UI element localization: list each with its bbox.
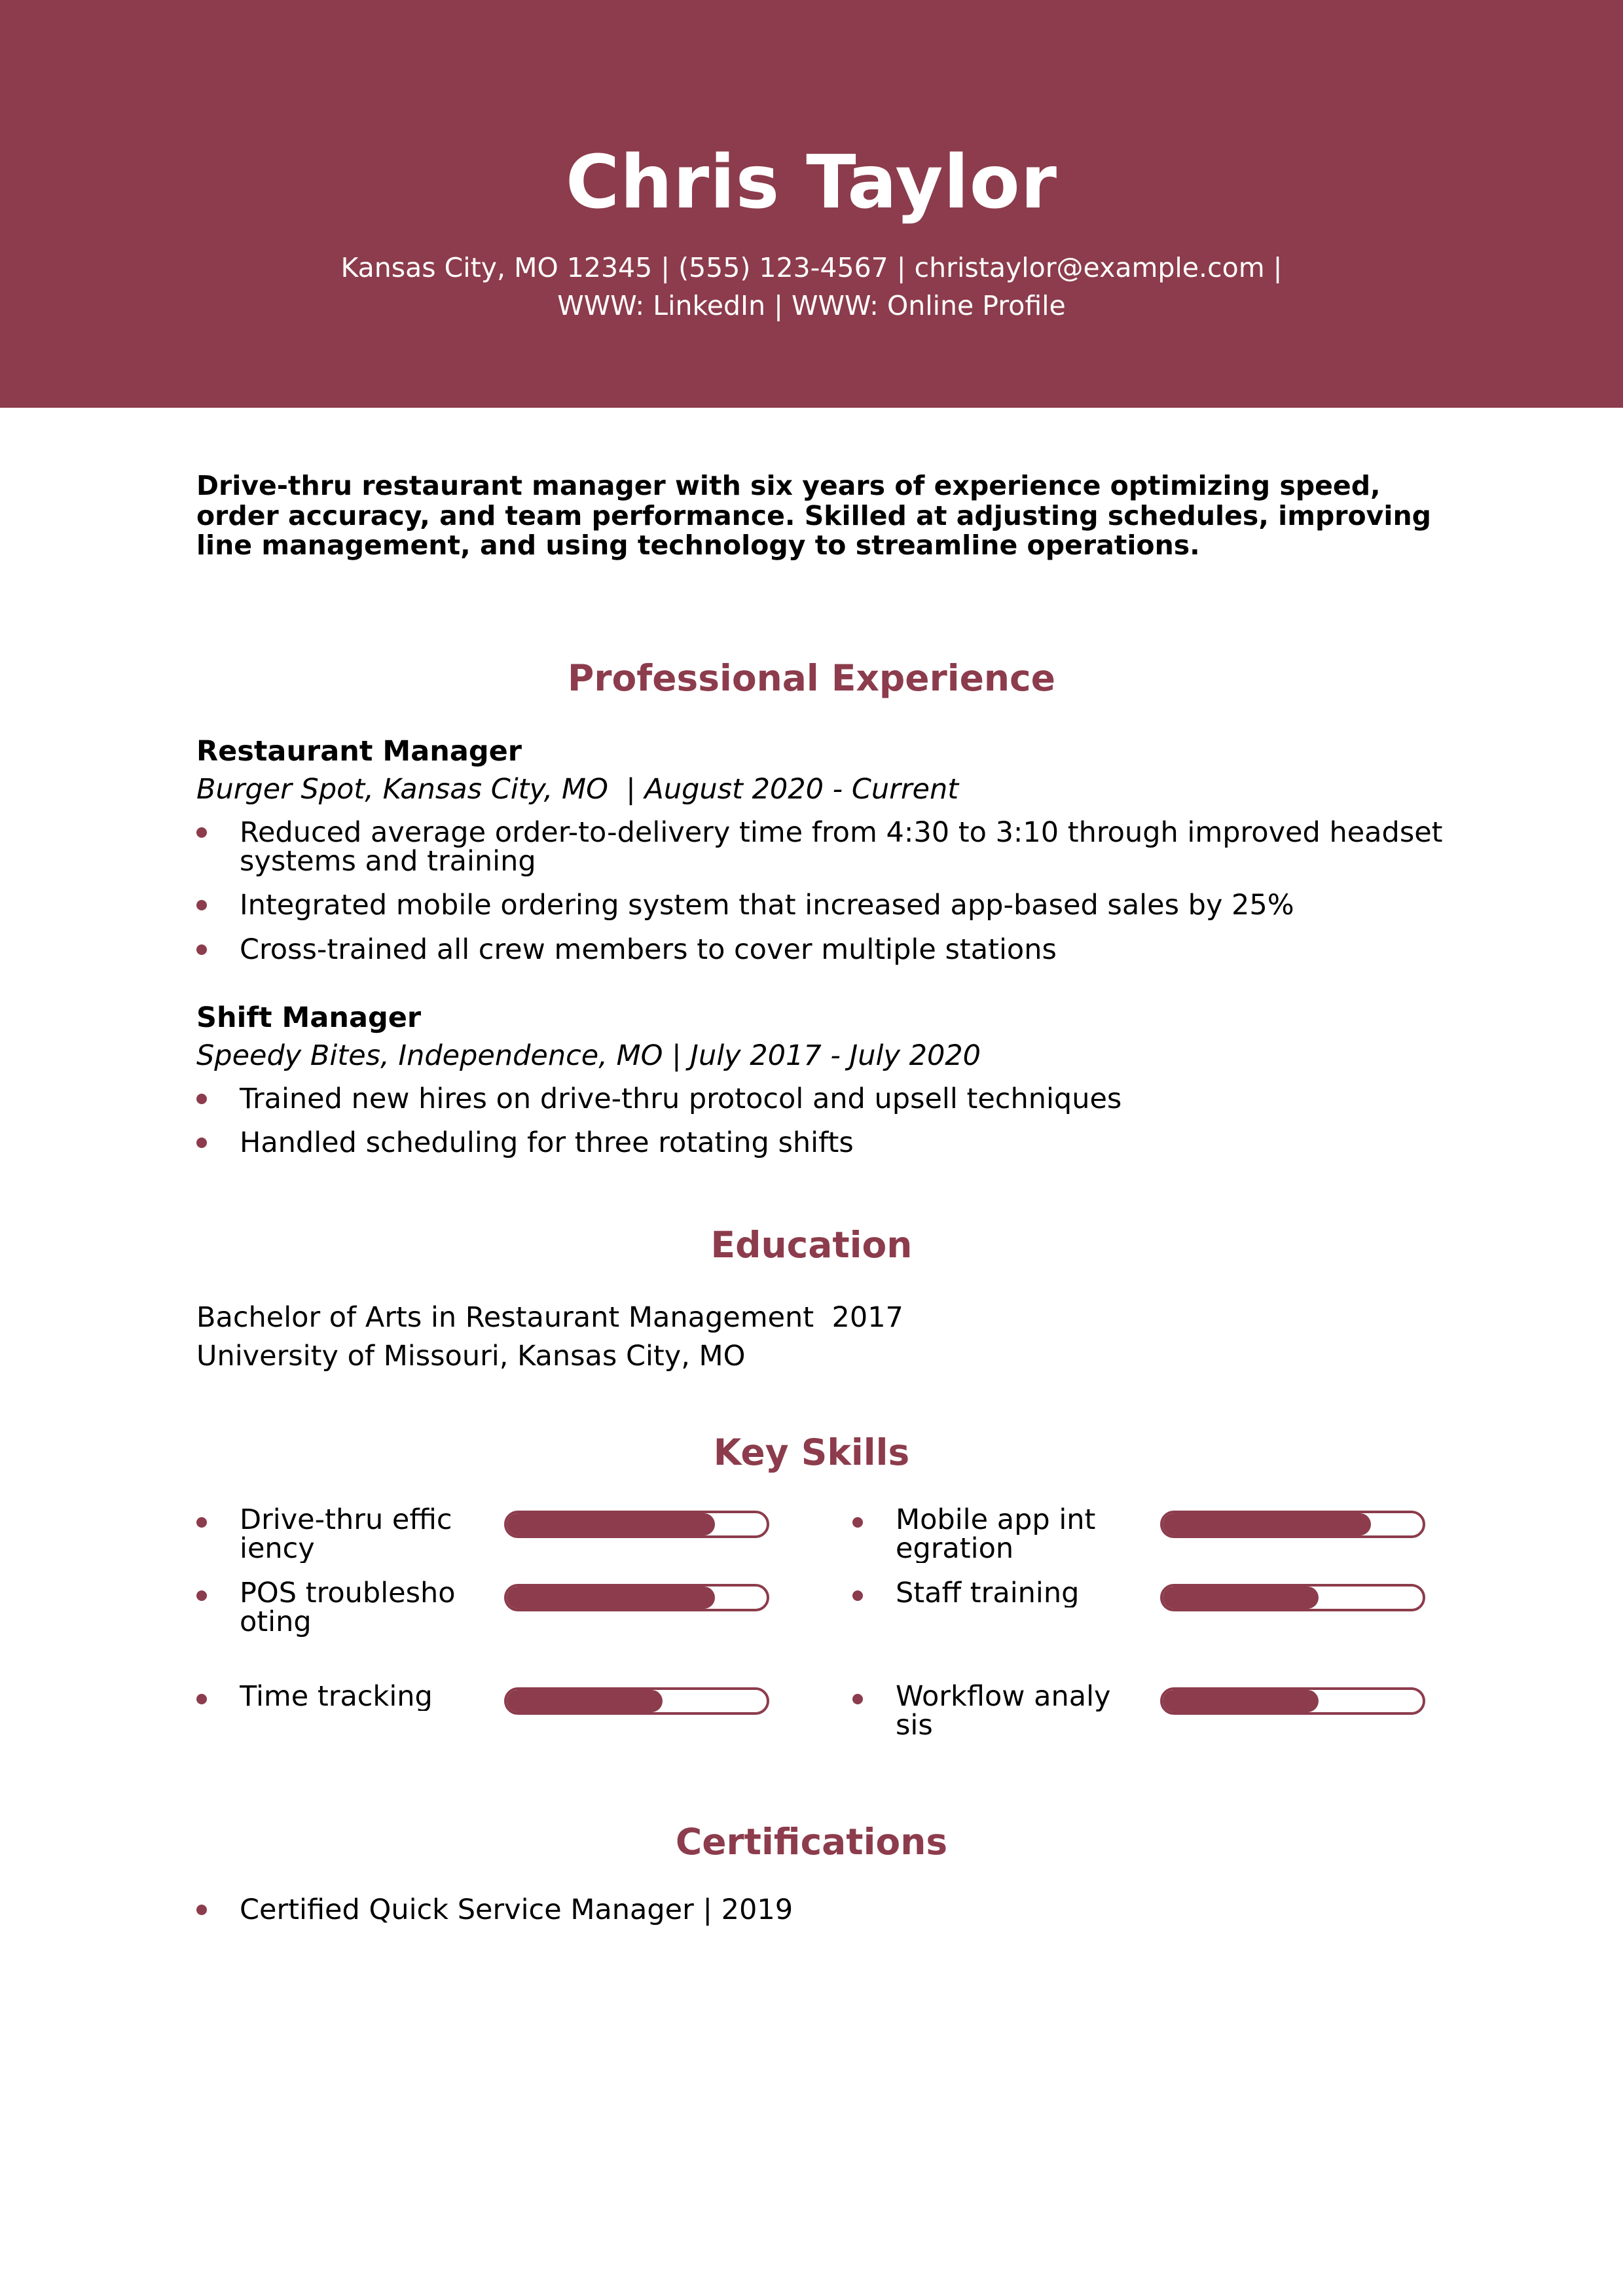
skill-label: Time tracking	[240, 1682, 433, 1711]
section-title-certifications: Certifications	[675, 1821, 948, 1863]
section-title-experience: Professional Experience	[568, 657, 1055, 699]
bullet-icon	[196, 944, 207, 955]
skill-label: Workflow analysis	[896, 1682, 1111, 1740]
skill-level-bar	[1160, 1687, 1425, 1715]
bullet-text: Handled scheduling for three rotating shifts	[240, 1126, 854, 1159]
job-company-dates: Burger Spot, Kansas City, MO | August 2020 - Current	[196, 773, 959, 806]
bullet-icon	[852, 1694, 863, 1704]
bullet-icon	[196, 827, 207, 838]
skill-level-fill	[507, 1690, 663, 1712]
bullet-text: Cross-trained all crew members to cover multiple stations	[240, 933, 1057, 966]
skill-level-bar	[504, 1584, 769, 1611]
skill-item	[852, 1579, 1442, 1676]
bullet-text: Reduced average order-to-delivery time from 4:30 to 3:10 through improved headset systems and training	[240, 816, 1443, 878]
bullet-icon	[196, 1590, 207, 1601]
job-company-dates: Speedy Bites, Independence, MO | July 2017 - July 2020	[196, 1039, 981, 1072]
candidate-name: Chris Taylor	[566, 140, 1057, 225]
header-banner	[0, 0, 1623, 408]
certification-text: Certified Quick Service Manager | 2019	[240, 1893, 793, 1926]
bullet-icon	[196, 1905, 207, 1915]
skill-level-fill	[507, 1587, 715, 1609]
job-title: Restaurant Manager	[196, 735, 522, 768]
skill-level-bar	[504, 1511, 769, 1538]
skill-level-fill	[507, 1513, 715, 1535]
contact-line-2: WWW: LinkedIn | WWW: Online Profile	[557, 290, 1066, 321]
skill-label: POS troubleshooting	[240, 1579, 456, 1638]
school-line: University of Missouri, Kansas City, MO	[196, 1340, 746, 1372]
job-title: Shift Manager	[196, 1001, 422, 1034]
degree-line: Bachelor of Arts in Restaurant Management 2017	[196, 1301, 903, 1334]
section-title-skills: Key Skills	[713, 1431, 910, 1473]
contact-line-1: Kansas City, MO 12345 | (555) 123-4567 | christaylor@example.com |	[340, 252, 1283, 283]
bullet-icon	[196, 1094, 207, 1104]
section-title-education: Education	[710, 1224, 913, 1266]
bullet-icon	[852, 1517, 863, 1528]
skill-level-bar	[1160, 1511, 1425, 1538]
skill-label: Staff training	[896, 1579, 1080, 1607]
skill-item	[196, 1682, 786, 1779]
skill-level-bar	[1160, 1584, 1425, 1611]
bullet-icon	[196, 1694, 207, 1704]
professional-summary: Drive-thru restaurant manager with six years of experience optimizing speed, order accuracy, and team performance. Skilled at adjusting schedules, improving line management, and using technology to streamline operations.	[196, 470, 1431, 561]
skill-level-fill	[1163, 1690, 1319, 1712]
bullet-icon	[852, 1590, 863, 1601]
skill-level-fill	[1163, 1513, 1371, 1535]
bullet-icon	[196, 1138, 207, 1148]
skill-level-bar	[504, 1687, 769, 1715]
skill-level-fill	[1163, 1587, 1319, 1609]
bullet-text: Trained new hires on drive-thru protocol and upsell techniques	[240, 1083, 1122, 1115]
bullet-icon	[196, 1517, 207, 1528]
skill-item	[196, 1579, 786, 1676]
skill-item	[852, 1682, 1442, 1779]
skill-label: Mobile app integration	[896, 1505, 1096, 1563]
skill-label: Drive-thru efficiency	[240, 1505, 452, 1563]
bullet-icon	[196, 900, 207, 910]
bullet-text: Integrated mobile ordering system that increased app-based sales by 25%	[240, 889, 1294, 922]
